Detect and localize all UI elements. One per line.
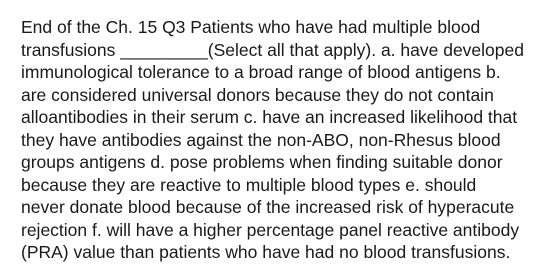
question-text: End of the Ch. 15 Q3 Patients who have had multiple blood transfusions _________(Select all that apply). a. have developed immunological tolerance to a broad range of blood antigens b. are considered universal donors because they do not contain alloantibodies in their serum c. have an increased likelihood that they have antibodies against the non-ABO, non-Rhesus blood groups antigens d. pose problems when finding suitable donor because they are reactive to multiple blood types e. should never donate blood because of the increased risk of hyperacute rejection f. will have a higher percentage panel reactive antibody (PRA) value than patients who have had no blood transfusions. bbox=[21, 17, 524, 262]
